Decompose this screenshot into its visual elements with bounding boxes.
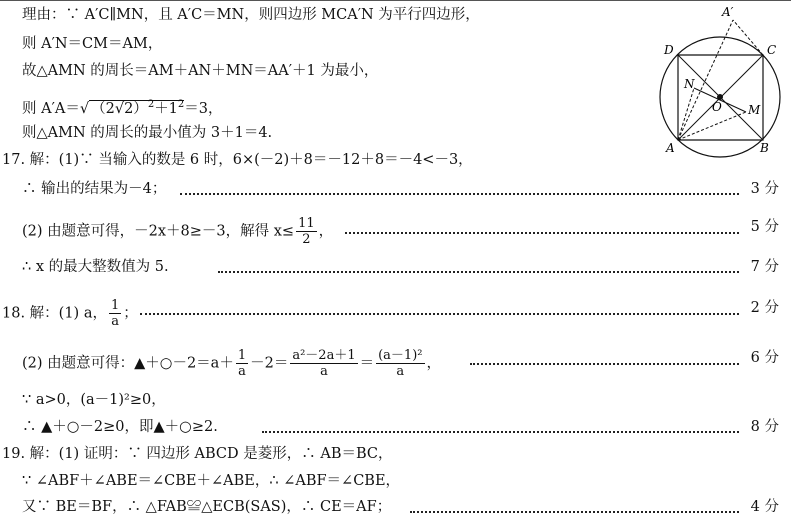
fraction: $\frac{\text{a²－2a＋1}}{a}$ <box>292 348 356 379</box>
segment-a-m <box>678 112 746 140</box>
q18-line-1: 18. 解：(1) a， $\frac{1}{a}$ ； <box>2 298 138 329</box>
label-b: B <box>760 141 769 155</box>
q19-line-3: 又∵ BE＝BF，∴ △FAB≌△ECB(SAS)，∴ CE＝AF； <box>22 499 392 515</box>
score-label: 5 分 <box>750 219 779 235</box>
proof-line-3: 故△AMN 的周长＝AM＋AN＋MN＝AA′＋1 为最小， <box>22 63 379 79</box>
proof-line-2: 则 A′N＝CM＝AM， <box>22 36 163 52</box>
label-d: D <box>664 43 674 57</box>
leader-dots <box>470 362 739 365</box>
proof-line-5: 则△AMN 的周长的最小值为 3＋1＝4. <box>22 125 273 141</box>
geometry-figure <box>650 0 791 160</box>
leader-dots <box>180 192 739 195</box>
q17-line-3: (2) 由题意可得，－2x＋8≥－3，解得 x≤ $\frac{11}{2}$ ， <box>22 216 334 247</box>
label-a-prime: A′ <box>722 5 734 19</box>
q18-line-2: (2) 由题意可得：▲＋○－2＝a＋ $\frac{1}{a}$ －2＝ $\frac{\text{a²－2a＋1}}{a}$ ＝ $\frac{\text{(a－1)²}}{a}$ ， <box>22 348 441 379</box>
q17-line-4: ∴ x 的最大整数值为 5. <box>22 259 169 275</box>
fraction: $\frac{11}{2}$ <box>298 216 315 247</box>
score-label: 2 分 <box>750 300 779 316</box>
q19-line-2: ∵ ∠ABF＋∠ABE＝∠CBE＋∠ABE，∴ ∠ABF＝∠CBE， <box>22 473 401 489</box>
leader-dots <box>345 231 739 234</box>
leader-dots <box>410 510 739 513</box>
segment-c-aprime <box>733 20 763 55</box>
proof-line-1: 理由：∵ A′C∥MN，且 A′C＝MN，则四边形 MCA′N 为平行四边形， <box>22 7 480 23</box>
label-a: A <box>666 141 675 155</box>
fraction: $\frac{1}{a}$ <box>237 348 247 379</box>
label-o: O <box>712 100 722 114</box>
label-m: M <box>748 103 761 117</box>
q17-line-2: ∴ 输出的结果为－4； <box>22 181 167 197</box>
score-label: 3 分 <box>750 181 779 197</box>
score-label: 8 分 <box>750 419 779 435</box>
fraction: $\frac{1}{a}$ <box>110 298 120 329</box>
q18-line-3: ∵ a>0，(a－1)²≥0， <box>22 392 166 408</box>
score-label: 7 分 <box>750 259 779 275</box>
leader-dots <box>218 270 739 273</box>
leader-dots <box>140 312 739 315</box>
leader-dots <box>262 430 739 433</box>
score-label: 4 分 <box>750 499 779 515</box>
label-n: N <box>684 77 695 91</box>
proof-line-4: 则 A′A＝√ $(2√2)^2+1^2=3$， <box>22 99 223 117</box>
score-label: 6 分 <box>750 350 779 366</box>
fraction: $\frac{\text{(a－1)²}}{a}$ <box>378 348 423 379</box>
label-c: C <box>767 43 777 57</box>
q18-line-4: ∴ ▲＋○－2≥0，即▲＋○≥2. <box>22 419 218 435</box>
q17-line-1: 17. 解：(1)∵ 当输入的数是 6 时，6×(－2)＋8＝－12＋8＝－4<－3， <box>2 152 473 168</box>
q19-line-1: 19. 解：(1) 证明：∵ 四边形 ABCD 是菱形，∴ AB＝BC， <box>2 446 393 462</box>
